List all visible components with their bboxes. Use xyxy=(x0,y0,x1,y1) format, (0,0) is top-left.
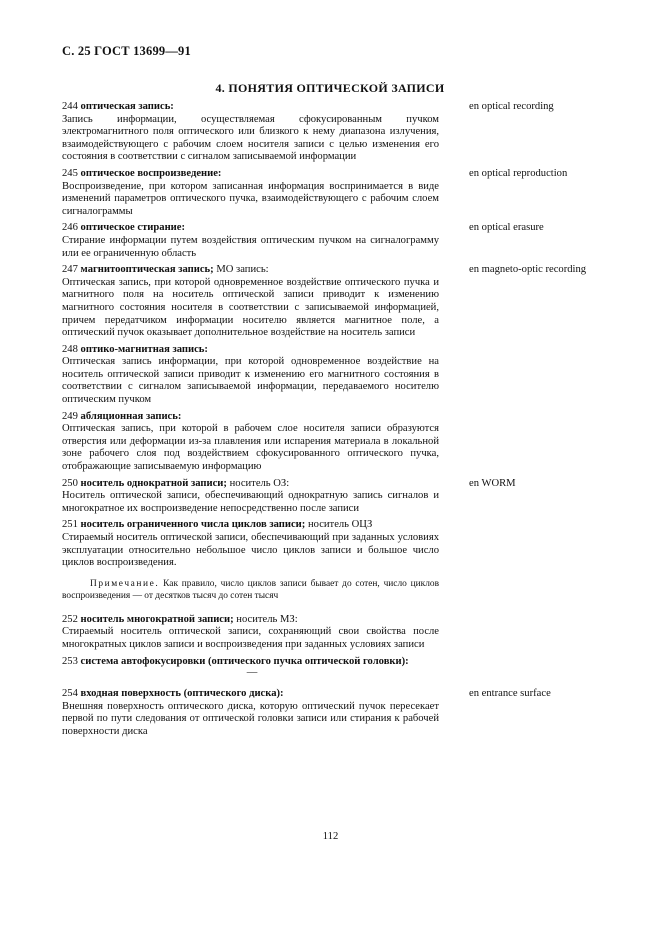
term-definition: Воспроизведение, при котором записанная информация воспринимается в виде изменений параметров оптического пучка, взаимодействующего с рабочим слоем сигналограммы xyxy=(62,180,440,217)
term-entry-247 xyxy=(62,264,598,340)
page-number: 112 xyxy=(322,831,339,842)
term-entry-254 xyxy=(62,688,598,738)
english-equivalent xyxy=(469,614,598,652)
term-title: носитель многократной записи; xyxy=(80,613,234,625)
term-definition: Носитель оптической записи, обеспечивающий однократную запись сигналов и многократное их воспроизведение непосредственно после записи xyxy=(62,490,440,514)
note-text: Как правило, число циклов записи бывает до сотен, число циклов воспроизведения — от десятков тысяч до сотен тысяч xyxy=(62,578,440,601)
english-equivalent xyxy=(469,344,598,407)
term-definition: Внешняя поверхность оптического диска, которую оптический пучок пересекает первой по пути следования от оптической головки записи или стирания к рабочей поверхности диска xyxy=(62,700,440,737)
term-entry-250 xyxy=(62,478,598,516)
term-entry-253 xyxy=(62,656,598,685)
term-definition: Стираемый носитель оптической записи, сохраняющий свои свойства после многократных циклов записи и воспроизведения при заданных условиях записи xyxy=(62,626,440,650)
term-number: 244 xyxy=(62,101,78,112)
english-equivalent: en optical erasure xyxy=(469,222,544,234)
term-entry-244 xyxy=(62,101,598,164)
term-entry-245 xyxy=(62,168,598,218)
term-abbreviation: носитель ОЦЗ xyxy=(305,519,373,531)
term-title: система автофокусировки (оптического пучка оптической головки): xyxy=(80,655,409,667)
term-definition: — xyxy=(246,667,258,679)
term-abbreviation: носитель МЗ: xyxy=(233,613,298,625)
term-title: носитель однократной записи; xyxy=(80,477,227,489)
english-equivalent: en optical recording xyxy=(469,101,554,112)
term-number: 254 xyxy=(62,688,78,700)
term-number: 251 xyxy=(62,519,78,531)
note-label: Примечание. xyxy=(90,578,160,589)
term-definition: Оптическая запись информации, при которой одновременное воздействие на носитель оптической записи приводит к изменению его магнитного состояния в соответствии с сигналом записываемой информации, передаваемого носителю оптическим пучком xyxy=(62,356,440,406)
term-definition: Оптическая запись, при которой одновременное воздействие оптического пучка и магнитного поля на носитель оптической записи приводит к изменению магнитного состояния носителя в соответствии с записываемой информацией, причем передатчиком информации носителю является магнитное поле, а оптический пучок оказывает дополнительное воздействие на носитель записи xyxy=(62,276,440,339)
term-entry-251 xyxy=(62,519,598,609)
term-definition: Стираемый носитель оптической записи, обеспечивающий при заданных условиях эксплуатации относительно небольшое число циклов записи и большое число циклов воспроизведения. xyxy=(62,532,440,569)
term-entry-246 xyxy=(62,222,598,260)
english-equivalent: en magneto-optic recording xyxy=(469,264,587,276)
term-entry-248 xyxy=(62,344,598,407)
term-number: 245 xyxy=(62,167,78,179)
term-number: 253 xyxy=(62,655,78,667)
term-number: 248 xyxy=(62,343,78,355)
term-title: абляционная запись: xyxy=(80,410,182,422)
term-entry-252 xyxy=(62,614,598,652)
english-equivalent xyxy=(469,411,598,474)
note xyxy=(62,578,439,602)
english-equivalent: en WORM xyxy=(469,477,516,489)
english-equivalent: en optical reproduction xyxy=(469,167,568,179)
term-number: 252 xyxy=(62,613,78,625)
term-title: оптическое стирание: xyxy=(80,222,186,234)
term-number: 250 xyxy=(62,477,78,489)
term-definition: Оптическая запись, при которой в рабочем слое носителя записи образуются отверстия или деформации из-за плавления или испарения материала в локальной зоне рабочего слоя под воздействием сфокусированного оптического пучка, отображающие записываемую информацию xyxy=(62,423,440,473)
section-title: 4. ПОНЯТИЯ ОПТИЧЕСКОЙ ЗАПИСИ xyxy=(215,81,445,95)
term-definition: Стирание информации путем воздействия оптическим пучком на сигналограмму или ее ограниченную область xyxy=(62,234,440,259)
term-number: 247 xyxy=(62,264,78,276)
term-title: входная поверхность (оптического диска): xyxy=(80,688,284,700)
term-title: оптико-магнитная запись: xyxy=(80,343,208,355)
term-title: магнитооптическая запись; xyxy=(80,264,214,276)
term-title: оптическое воспроизведение: xyxy=(80,167,222,179)
english-equivalent xyxy=(469,519,598,609)
term-definition: Запись информации, осуществляемая сфокусированным пучком электромагнитного поля оптического или близкого к нему диапазона излучения, взаимодействующего с рабочим слоем носителя записи с целью изменения его состояния в соответствии с сигналом записываемой информации xyxy=(62,113,440,163)
term-abbreviation: МО запись: xyxy=(213,264,269,276)
english-equivalent: en entrance surface xyxy=(469,688,551,700)
term-number: 246 xyxy=(62,222,78,234)
term-entry-249 xyxy=(62,411,598,474)
term-abbreviation: носитель ОЗ: xyxy=(226,477,290,489)
term-title: оптическая запись: xyxy=(80,101,174,112)
page-header: С. 25 ГОСТ 13699—91 xyxy=(62,44,191,58)
entries-list xyxy=(62,101,598,743)
term-title: носитель ограниченного числа циклов записи; xyxy=(80,519,306,531)
english-equivalent xyxy=(472,656,598,685)
term-number: 249 xyxy=(62,410,78,422)
